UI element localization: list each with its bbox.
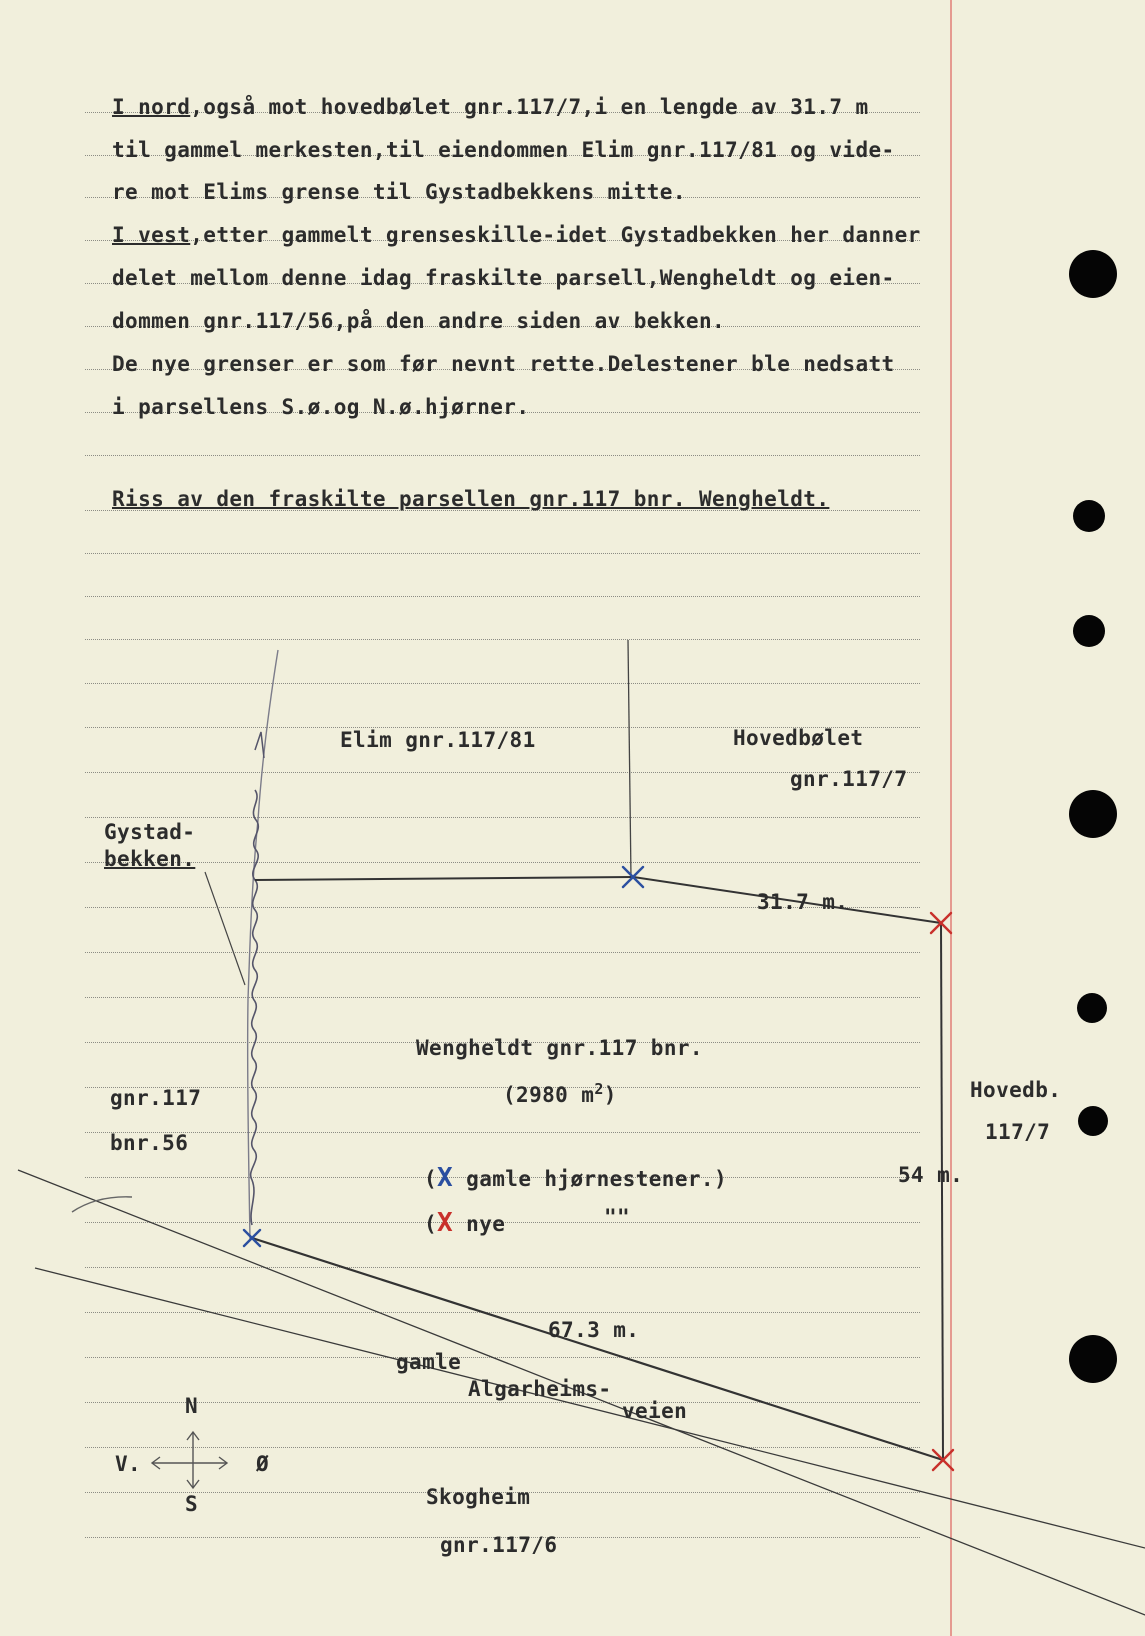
sketch-title: Riss av den fraskilte parsellen gnr.117 bnr. Wengheldt. <box>112 487 830 511</box>
legend-ditto: "" <box>604 1205 631 1229</box>
hovedb-right-label: Hovedb. <box>970 1078 1062 1102</box>
elim-label: Elim gnr.117/81 <box>340 728 536 752</box>
pencil-stroke <box>72 1197 132 1212</box>
legend-new-stones <box>424 1210 505 1236</box>
parcel-name: Wengheldt gnr.117 bnr. <box>416 1036 703 1060</box>
road-line-lower <box>35 1268 1145 1548</box>
parcel-area-unit-exponent: 2 <box>594 1080 604 1098</box>
legend-new-marker: X <box>437 1208 454 1238</box>
deed-line-text: ,også mot hovedbølet gnr.117/7,i en lengde av 31.7 m <box>190 95 869 119</box>
road-label: Algarheims- <box>468 1377 612 1401</box>
legend-old-text: gamle hjørnestener.) <box>453 1167 728 1191</box>
legend-paren: ( <box>424 1167 438 1191</box>
south-edge-length: 67.3 m. <box>548 1318 640 1342</box>
hovedb-right-gnr-label: 117/7 <box>985 1120 1051 1144</box>
deed-line: til gammel merkesten,til eiendommen Elim gnr.117/81 og vide- <box>112 138 895 162</box>
skogheim-label: Skogheim <box>426 1485 531 1509</box>
deed-line: re mot Elims grense til Gystadbekkens mitte. <box>112 180 686 204</box>
parcel-area-value: (2980 m <box>503 1083 595 1107</box>
parcel-area-close: ) <box>603 1083 617 1107</box>
legend-old-marker: X <box>437 1163 454 1193</box>
deed-line: dommen gnr.117/56,på den andre siden av bekken. <box>112 309 726 333</box>
gystadbekken-label: bekken. <box>104 847 196 871</box>
stream-arrow <box>255 732 264 758</box>
legend-paren: ( <box>424 1212 438 1236</box>
stream-line <box>248 650 278 1240</box>
hovedbolet-gnr-label: gnr.117/7 <box>790 767 908 791</box>
old-corner-marker <box>244 1230 260 1246</box>
east-edge-length: 54 m. <box>898 1163 964 1187</box>
compass-north: N <box>185 1394 199 1418</box>
deed-line-text: ,etter gammelt grenseskille-idet Gystadbekken her danner <box>190 223 921 247</box>
deed-line: De nye grenser er som før nevnt rette.Delestener ble nedsatt <box>112 352 895 376</box>
legend-new-text: nye <box>453 1212 506 1236</box>
elim-boundary <box>628 640 631 878</box>
road-label: veien <box>622 1399 688 1423</box>
legend-old-stones <box>424 1165 727 1191</box>
skogheim-gnr-label: gnr.117/6 <box>440 1533 558 1557</box>
parcel-boundary-east <box>941 923 943 1460</box>
west-bnr-label: bnr.56 <box>110 1131 189 1155</box>
deed-line: i parsellens S.ø.og N.ø.hjørner. <box>112 395 530 419</box>
compass-south: S <box>185 1492 199 1516</box>
compass-west: V. <box>115 1452 142 1476</box>
parcel-boundary-north-a <box>255 877 633 880</box>
label-leader <box>205 872 245 985</box>
hovedbolet-label: Hovedbølet <box>733 726 864 750</box>
west-gnr-label: gnr.117 <box>110 1086 202 1110</box>
parcel-area <box>503 1080 617 1107</box>
deed-line: delet mellom denne idag fraskilte parsell,Wengheldt og eien- <box>112 266 895 290</box>
north-edge-length: 31.7 m. <box>757 890 849 914</box>
gystadbekken-label: Gystad- <box>104 820 196 844</box>
heading-north: I nord <box>112 95 191 119</box>
heading-west: I vest <box>112 223 191 247</box>
compass-east: Ø <box>256 1452 270 1476</box>
road-label: gamle <box>396 1350 462 1374</box>
